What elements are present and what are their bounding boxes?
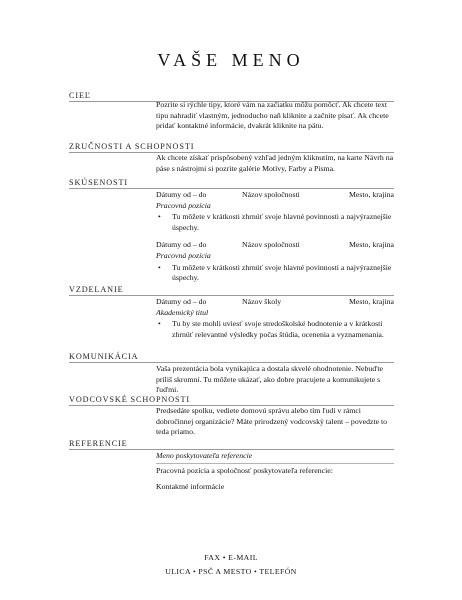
education-location[interactable]: Mesto, krajina [348, 297, 394, 306]
section-leadership [69, 394, 394, 406]
resume-name[interactable]: VAŠE MENO [157, 50, 305, 70]
experience-location[interactable]: Mesto, krajina [348, 240, 394, 250]
communication-text[interactable]: Vaša prezentácia bola vynikajúca a dostala skvelé ohodnotenie. Nebuďte príliš skromní. Tu môžete ukázať, ako dobre pracujete a komunikujete s ľuďmi. [156, 364, 383, 395]
experience-position[interactable]: Pracovná pozícia [156, 200, 211, 210]
experience-company[interactable]: Názov spoločnosti [242, 190, 300, 199]
experience-entry[interactable] [156, 240, 394, 283]
section-references [69, 438, 394, 450]
education-entry[interactable] [156, 297, 394, 340]
reference-entry[interactable] [156, 451, 394, 493]
section-experience [69, 177, 394, 189]
experience-dates[interactable]: Dátumy od – do [156, 240, 207, 250]
section-title-leadership: VODCOVSKÉ SCHOPNOSTI [69, 395, 191, 404]
reference-divider [156, 463, 394, 464]
education-school[interactable]: Názov školy [242, 297, 282, 306]
reference-position[interactable]: Pracovná pozícia a spoločnosť poskytovateľa referencie: [156, 465, 333, 475]
section-title-objective: CIEĽ [69, 91, 91, 100]
experience-description[interactable]: Tu môžete v krátkosti zhrnúť svoje hlavné povinnosti a najvýraznejšie úspechy. [172, 212, 392, 232]
experience-description[interactable]: Tu môžete v krátkosti zhrnúť svoje hlavné povinnosti a najvýraznejšie úspechy. [172, 262, 392, 283]
experience-entry[interactable] [156, 190, 394, 233]
bullet-icon: • [158, 262, 161, 272]
leadership-text[interactable]: Predsedáte spolku, vediete domovú správu alebo tím ľudí v rámci dobročinnej organizácie? Máte prirodzený vodcovský talent – povedzte to teda priamo. [156, 406, 388, 437]
education-description[interactable]: Tu by ste mohli uviesť svoje stredoškolské hodnotenie a v krátkosti zhrnúť relevantné výsledky počas štúdia, ocenenia a vyznamenania. [172, 319, 384, 339]
section-divider [69, 295, 394, 296]
experience-dates[interactable]: Dátumy od – do [156, 190, 207, 199]
section-title-skills: ZRUČNOSTI A SCHOPNOSTI [69, 142, 195, 151]
section-title-experience: SKÚSENOSTI [69, 178, 129, 187]
skills-text[interactable]: Ak chcete získať prispôsobený vzhľad jedným kliknutím, na karte Návrh na páse s nástrojmi si pozrite galérie Motívy, Farby a Písma. [156, 153, 394, 173]
section-divider [69, 362, 394, 363]
section-skills [69, 141, 394, 153]
reference-contact[interactable]: Kontaktné informácie [156, 482, 225, 492]
reference-name[interactable]: Meno poskytovateľa referencie [156, 451, 253, 460]
section-title-communication: KOMUNIKÁCIA [69, 352, 139, 361]
experience-location[interactable]: Mesto, krajina [348, 190, 394, 199]
education-degree[interactable]: Akademický titul [156, 307, 209, 317]
section-title-references: REFERENCIE [69, 439, 128, 448]
section-divider [69, 188, 394, 189]
section-title-education: VZDELANIE [69, 285, 124, 294]
experience-list [156, 190, 394, 284]
education-dates[interactable]: Dátumy od – do [156, 297, 207, 306]
section-divider [69, 449, 394, 450]
bullet-icon: • [158, 319, 161, 329]
section-communication [69, 351, 394, 363]
experience-company[interactable]: Názov spoločnosti [242, 240, 300, 250]
section-education [69, 284, 394, 296]
footer-contact-line-2[interactable]: ULICA • PSČ A MESTO • TELEFÓN [165, 567, 297, 576]
experience-position[interactable]: Pracovná pozícia [156, 250, 211, 260]
objective-text[interactable]: Pozrite si rýchle tipy, ktoré vám na začiatku môžu pomôcť. Ak chcete text tipu nahradiť vlastným, jednoducho naň kliknite a začnite písať. Ak chcete pridať kontaktné informácie, dvakrát kliknite na pätu. [156, 100, 389, 131]
bullet-icon: • [158, 212, 161, 222]
footer-contact-line-1[interactable]: FAX • E-MAIL [204, 553, 258, 562]
